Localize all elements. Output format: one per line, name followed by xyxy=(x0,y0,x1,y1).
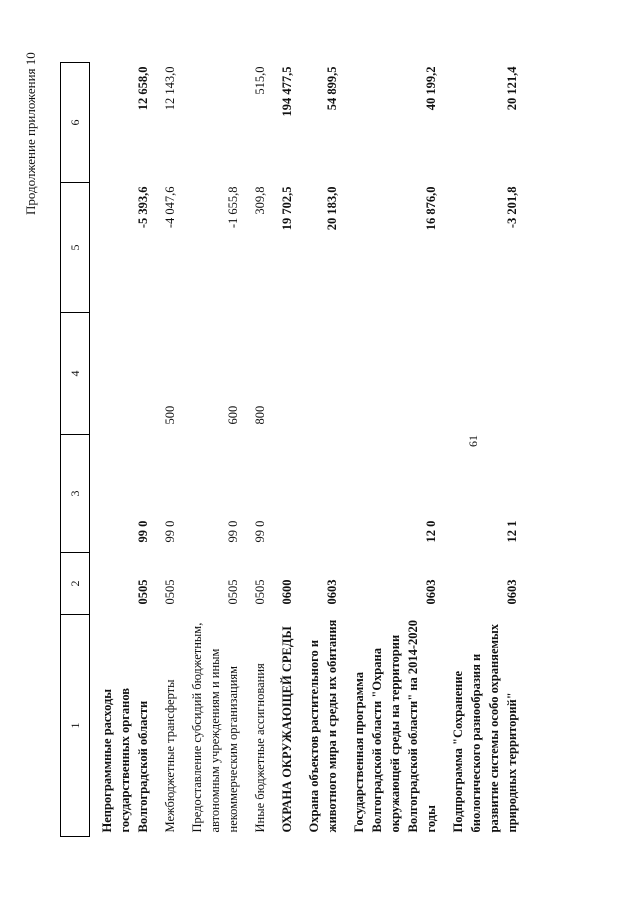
cell-col-3: 12 0 xyxy=(424,520,438,543)
cell-col-6: 40 199,2 xyxy=(424,66,438,111)
cell-col-3: 99 0 xyxy=(136,520,150,543)
col-header-6: 6 xyxy=(61,63,90,183)
cell-col-6: 12 143,0 xyxy=(163,66,177,111)
cell-col-5: 19 702,5 xyxy=(280,186,294,231)
cell-col-5: 309,8 xyxy=(253,186,267,215)
table-row xyxy=(90,63,154,837)
row-label: Государственная программа Волгоградской области "Охрана окружающей среды на территории Волгоградской области" на 2014-2020 годы xyxy=(352,619,438,833)
cell-col-4 xyxy=(441,313,522,435)
cell-col-6: 54 899,5 xyxy=(325,66,339,111)
cell-col-4 xyxy=(342,313,441,435)
cell-col-2: 0505 xyxy=(253,579,267,605)
cell-col-3: 12 1 xyxy=(505,520,519,543)
continuation-label: Продолжение приложения 10 xyxy=(23,52,38,215)
row-label: Подпрограмма "Сохранение биологического разнообразия и развитие системы особо охраняемых природных территорий" xyxy=(451,623,519,833)
cell-col-2: 0505 xyxy=(226,579,240,605)
row-label: ОХРАНА ОКРУЖАЮЩЕЙ СРЕДЫ xyxy=(280,626,294,833)
cell-col-2: 0505 xyxy=(163,579,177,605)
cell-col-4 xyxy=(90,313,154,435)
cell-col-2: 0603 xyxy=(325,579,339,605)
cell-col-2: 0603 xyxy=(505,579,519,605)
cell-col-4 xyxy=(270,313,297,435)
table-row xyxy=(441,63,522,837)
cell-col-6: 20 121,4 xyxy=(505,66,519,111)
cell-col-4: 800 xyxy=(253,405,267,425)
cell-col-5: -4 047,6 xyxy=(163,186,177,229)
cell-col-5: -3 201,8 xyxy=(505,186,519,229)
table-row xyxy=(297,63,342,837)
cell-col-4: 600 xyxy=(226,405,240,425)
cell-col-3 xyxy=(270,435,297,553)
row-label: Межбюджетные трансферты xyxy=(163,679,177,833)
row-label: Предоставление субсидий бюджетным, автономным учреждениям и иным некоммерческим организациям xyxy=(190,622,240,833)
table-row xyxy=(270,63,297,837)
cell-col-6 xyxy=(180,63,243,183)
cell-col-5: 16 876,0 xyxy=(424,186,438,231)
cell-col-3 xyxy=(297,435,342,553)
cell-col-6: 515,0 xyxy=(253,66,267,95)
row-label: Иные бюджетные ассигнования xyxy=(253,663,267,833)
col-header-5: 5 xyxy=(61,183,90,313)
budget-table xyxy=(60,62,522,837)
table-row xyxy=(342,63,441,837)
table-row xyxy=(180,63,243,837)
cell-col-4 xyxy=(297,313,342,435)
cell-col-6: 194 477,5 xyxy=(280,66,294,117)
col-header-1: 1 xyxy=(61,615,90,837)
cell-col-5: -1 655,8 xyxy=(226,186,240,229)
cell-col-2: 0505 xyxy=(136,579,150,605)
row-label: Охрана объектов растительного и животного мира и среды их обитания xyxy=(307,619,339,833)
cell-col-5: -5 393,6 xyxy=(136,186,150,229)
cell-col-3: 99 0 xyxy=(163,520,177,543)
cell-col-2: 0603 xyxy=(424,579,438,605)
table-row xyxy=(243,63,270,837)
cell-col-5: 20 183,0 xyxy=(325,186,339,231)
cell-col-3: 99 0 xyxy=(253,520,267,543)
table-row xyxy=(153,63,180,837)
col-header-2: 2 xyxy=(61,553,90,615)
cell-col-4: 500 xyxy=(163,405,177,425)
table-body xyxy=(90,63,523,837)
header-row xyxy=(61,63,90,837)
cell-col-2: 0600 xyxy=(280,579,294,605)
row-label: Непрограммные расходы государственных органов Волгоградской области xyxy=(100,687,150,833)
cell-col-6: 12 658,0 xyxy=(136,66,150,111)
col-header-4: 4 xyxy=(61,313,90,435)
cell-col-3: 99 0 xyxy=(226,520,240,543)
col-header-3: 3 xyxy=(61,435,90,553)
page-number: 61 xyxy=(466,435,480,447)
